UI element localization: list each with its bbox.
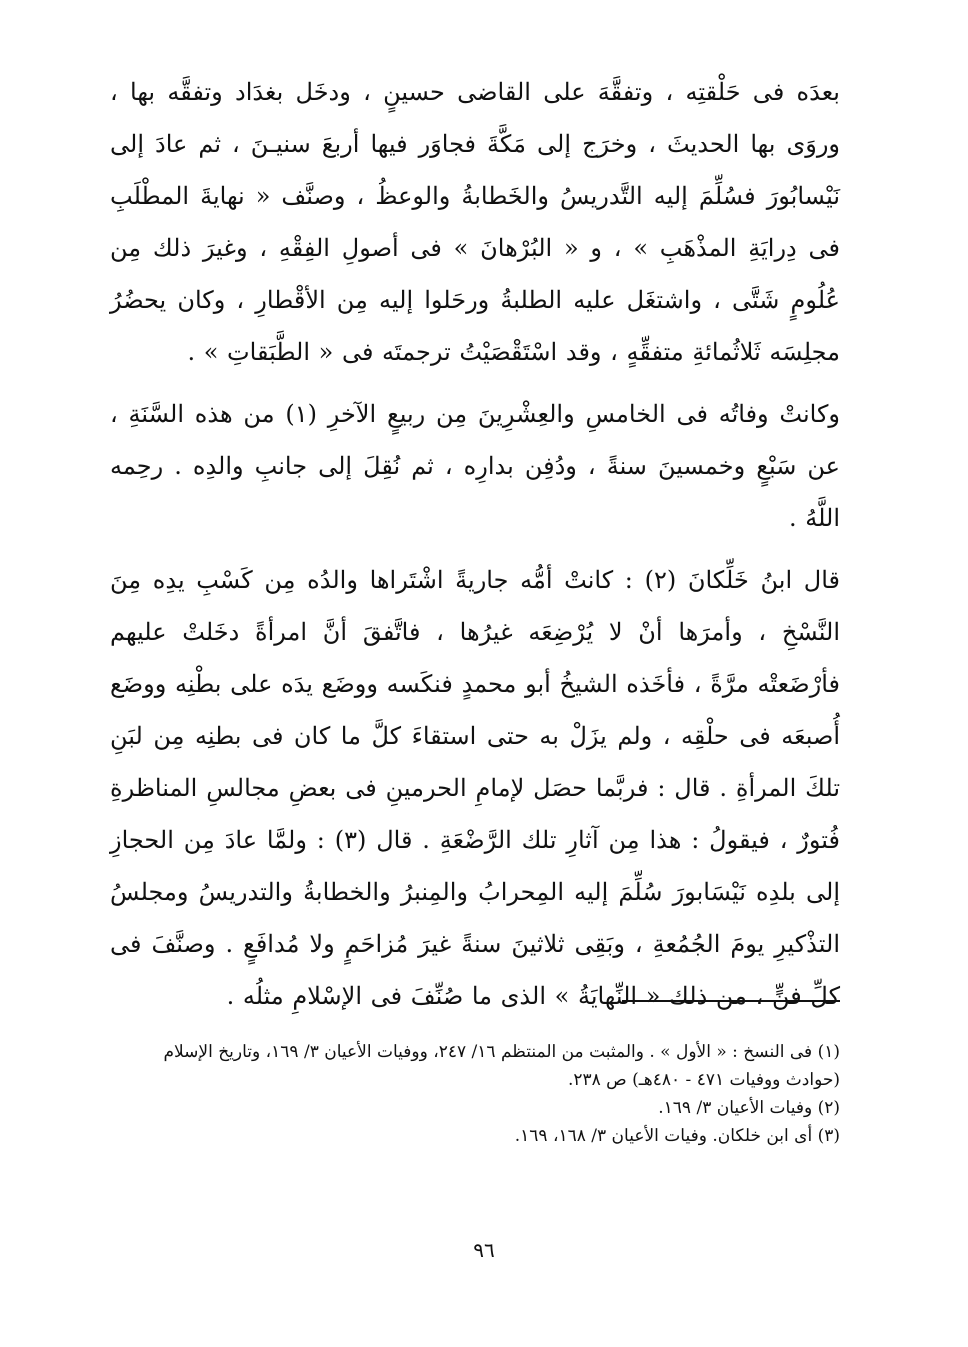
footnote-2: (٢) وفيات الأعيان ٣/ ١٦٩.	[658, 1098, 840, 1118]
footnote-3: (٣) أى ابن خلكان. وفيات الأعيان ٣/ ١٦٨، ١٦٩.	[514, 1126, 840, 1146]
footnotes	[110, 1038, 840, 1150]
footnote-1: (١) فى النسخ : « الأول » . والمثبت من المنتظم ١٦/ ٢٤٧، ووفيات الأعيان ٣/ ١٦٩، وتاريخ الإسلام (حوادث ووفيات ٤٧١ - ٤٨٠هـ) ص ٢٣٨.	[163, 1042, 840, 1090]
footnote-divider	[622, 1000, 840, 1002]
page-number: ٩٦	[473, 1238, 495, 1262]
paragraph-2: وكانتْ وفاتُه فى الخامسِ والعِشْرِينَ مِن ربيعٍ الآخرِ (١) من هذه السَّنَةِ ، عن سَبْعٍ وخمسينَ سنةً ، ودُفِن بدارِه ، ثم نُقِلَ إلى جانبِ والدِه . رحِمه اللَّهُ .	[110, 400, 840, 532]
paragraph-1: بعدَه فى حَلْقتِه ، وتفقَّهَ على القاضى حسينٍ ، ودخَل بغدَاد وتفقَّه بها ، وروَى بها الحديثَ ، وخرَج إلى مَكَّةَ فجاوَر فيها أربعَ سنيـنَ ، ثم عادَ إلى نَيْسابُورَ فسُلِّمَ إليه التَّدريسُ والخَطابةُ والوعظُ ، وصنَّف « نهايةَ المطْلَبِ فى دِرايَةِ المذْهَبِ » ، و « البُرْهانَ » فى أصولِ الفِقْهِ ، وغيرَ ذلك مِن عُلُومٍ شَتَّى ، واشتغَل عليه الطلبةُ ورحَلوا إليه مِن الأقْطارِ ، وكان يحضُرُ مجلِسَه ثَلاثُمائةِ متفقِّهٍ ، وقد اسْتَقْصَيْتُ ترجمتَه فى « الطَّبَقاتِ » .	[110, 78, 840, 366]
paragraph-3: قال ابنُ خَلِّكانَ (٢) : كانتْ أمُّه جاريةً اشْتَراها والدُه مِن كَسْبِ يدِه مِنَ النَّسْخِ ، وأمرَها أنْ لا يُرْضِعَه غيرُها ، فاتَّفقَ أنَّ امرأةً دخَلتْ عليهم فأرْضَعتْه مرَّةً ، فأخَذه الشيخُ أبو محمدٍ فنكَسه ووضَع يدَه على بطْنِه ووضَع أُصبعَه فى حلْقِه ، ولم يزَلْ به حتى استقاءَ كلَّ ما كان فى بطنِه مِن لبَنِ تلكَ المرأةِ . قال : فربَّما حصَل لإمامِ الحرمينِ فى بعضِ مجالسِ المناظرةِ فُتورٌ ، فيقولُ : هذا مِن آثارِ تلك الرَّضْعَةِ . قال (٣) : ولمَّا عادَ مِن الحجازِ إلى بلدِه نَيْسَابورَ سُلِّمَ إليه المِحرابُ والمِنبرُ والخطابةُ والتدريسُ ومجلسُ التذْكيرِ يومَ الجُمُعةِ ، وبَقِى ثلاثينَ سنةً غيرَ مُزاحَمٍ ولا مُدافَعٍ . وصنَّفَ فى كلِّ فنٍّ ، من ذلك « النِّهايَةُ » الذى ما صُنِّفَ فى الإسْلامِ مثلُه .	[110, 566, 841, 1010]
main-text	[110, 66, 840, 1022]
